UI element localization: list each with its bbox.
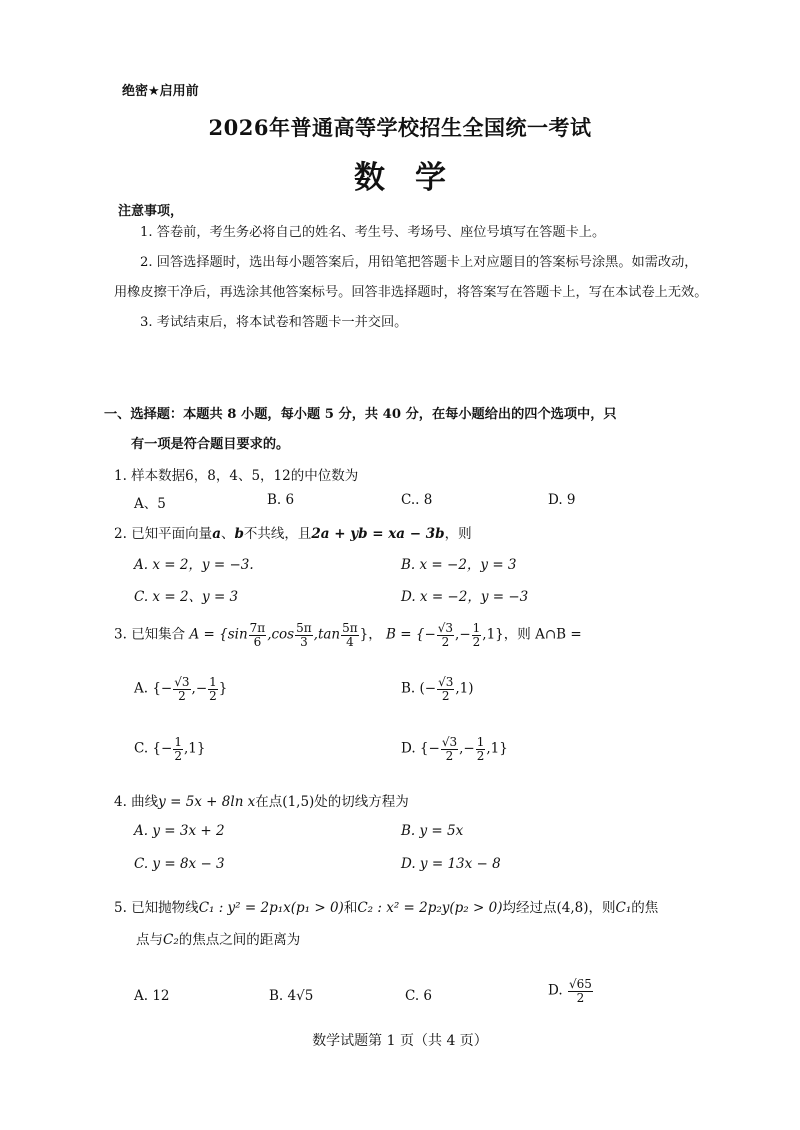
stem-text: 的焦 (631, 900, 659, 916)
question-2-option-a: A. x = 2，y = −3. (134, 557, 254, 573)
question-5-stem (114, 896, 658, 916)
stem-text: ，则 (444, 526, 472, 542)
stem-text: 已知平面向量 (131, 526, 213, 542)
question-5-option-c: C. 6 (405, 988, 433, 1004)
question-4-option-b: B. y = 5x (401, 823, 464, 839)
question-4-option-c: C. y = 8x − 3 (134, 856, 225, 872)
question-1-option-c: C.. 8 (401, 492, 433, 508)
stem-text: 已知抛物线 (131, 900, 199, 916)
vector-b: b (234, 526, 244, 542)
question-4-option-a: A. y = 3x + 2 (134, 823, 225, 839)
question-2-option-c: C. x = 2、y = 3 (134, 589, 239, 605)
question-1-option-a: A、5 (134, 496, 166, 512)
stem-text: 均经过点(4,8)，则 (502, 900, 616, 916)
vector-equation: 2a + yb = xa − 3b (311, 526, 445, 542)
confidential-label: 绝密★启用前 (122, 84, 199, 99)
question-2-option-d: D. x = −2，y = −3 (401, 589, 529, 605)
question-3-option-c: C. {− $\frac{1}{2}$ ,1} (134, 735, 206, 763)
question-3-stem (114, 622, 582, 648)
section-heading-line: 有一项是符合题目要求的。 (131, 437, 290, 452)
parabola-c1: C₁ : y² = 2p₁x(p₁ > 0) (198, 900, 344, 916)
notice-item: 1. 答卷前，考生务必将自己的姓名、考生号、考场号、座位号填写在答题卡上。 (140, 225, 606, 240)
question-2-option-b: B. x = −2，y = 3 (401, 557, 517, 573)
question-1-stem: 1. 样本数据6，8，4、5，12的中位数为 (114, 468, 359, 484)
fraction: $\frac{5\pi}{3}$ (296, 621, 312, 649)
set-b-open: B = {− (386, 626, 436, 643)
question-5-option-a: A. 12 (134, 988, 170, 1004)
stem-text: 4. 曲线 (114, 794, 159, 810)
question-1-option-d: D. 9 (548, 492, 576, 508)
question-number: 2. (114, 526, 127, 542)
exam-title: 2026年普通高等学校招生全国统一考试 (208, 115, 592, 140)
parabola-c2: C₂ : x² = 2p₂y(p₂ > 0) (357, 900, 503, 916)
page-footer: 数学试题第 1 页（共 4 页） (312, 1033, 488, 1049)
separator: ,− (455, 626, 471, 643)
question-3-option-b: B. (− $\frac{√3}{2}$ ,1) (401, 675, 474, 703)
question-2-stem (114, 522, 472, 542)
notice-heading: 注意事项， (118, 204, 184, 219)
question-5-option-d (548, 978, 594, 1004)
curve-equation: y = 5x + 8ln x (158, 794, 256, 810)
section-heading (104, 400, 708, 460)
parabola-label: C₁ (615, 900, 632, 916)
option-label: A. (134, 680, 149, 697)
parabola-label: C₂ (163, 932, 179, 948)
set-a-open: A = {sin (189, 626, 248, 643)
fraction: $\frac{5\pi}{4}$ (342, 621, 358, 649)
question-number: 5. (114, 900, 127, 916)
question-1-option-b: B. 6 (267, 492, 295, 508)
question-4-option-d: D. y = 13x − 8 (401, 856, 501, 872)
option-label: B. (401, 680, 416, 697)
notice-item: 3. 考试结束后，将本试卷和答题卡一并交回。 (140, 315, 408, 330)
set-b-close: ,1} (482, 626, 504, 643)
cos-label: ,cos (267, 626, 295, 643)
stem-text: 的焦点之间的距离为 (178, 932, 301, 948)
option-label: C. (134, 740, 149, 757)
subject-title: 数学 (354, 160, 476, 196)
question-3-option-d: D. {− $\frac{√3}{2}$ ,− $\frac{1}{2}$ ,1} (401, 735, 508, 763)
notice-item: 2. 回答选择题时，选出每小题答案后，用铅笔把答题卡上对应题目的答案标号涂黑。如需改动，用橡皮擦干净后，再选涂其他答案标号。回答非选择题时，将答案写在答题卡上，写在本试卷上无效。 (114, 255, 708, 300)
vector-a: a (212, 526, 221, 542)
option-label: D. (548, 982, 563, 999)
stem-text: ，则 A∩B = (503, 626, 582, 643)
stem-text: 在点(1,5)处的切线方程为 (255, 794, 409, 810)
stem-text: 、 (220, 526, 235, 542)
fraction: $\frac{√3}{2}$ (437, 621, 454, 649)
set-a-close: }， (359, 626, 382, 643)
question-number: 3. (114, 626, 127, 643)
section-heading-line: 一、选择题：本题共 8 小题，每小题 5 分，共 40 分，在每小题给出的四个选项中，只 (104, 407, 617, 422)
question-4-stem (114, 790, 409, 810)
stem-text: 不共线，且 (243, 526, 312, 542)
question-5-option-b: B. 4√5 (269, 988, 314, 1004)
tan-label: ,tan (313, 626, 341, 643)
notice-list (114, 218, 708, 338)
question-3-option-a: A. {− $\frac{√3}{2}$ ,− $\frac{1}{2}$ } (134, 675, 228, 703)
stem-text: 和 (343, 900, 358, 916)
fraction: $\frac{7\pi}{6}$ (249, 621, 266, 649)
question-5-stem-line2 (136, 928, 300, 948)
option-label: D. (401, 740, 416, 757)
stem-text: 点与 (136, 932, 163, 948)
fraction: $\frac{√65}{2}$ (568, 977, 592, 1005)
fraction: $\frac{1}{2}$ (472, 621, 481, 649)
stem-text: 已知集合 (131, 626, 186, 643)
